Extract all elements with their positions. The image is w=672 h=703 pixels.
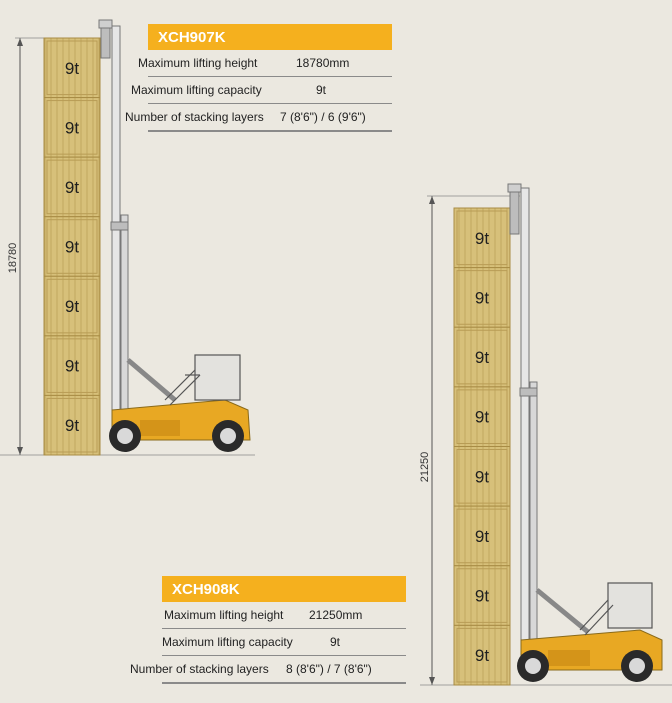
crate-weight-label: 9t (64, 297, 80, 317)
xch907k-crate-stack (44, 38, 100, 455)
xch908k-chassis (517, 583, 662, 682)
row-label: Number of stacking layers (125, 110, 264, 124)
xch907k-crate (44, 98, 100, 158)
crate-weight-label: 9t (474, 348, 490, 368)
xch908k-crate (454, 566, 510, 626)
xch907k-dimension-label: 18780 (7, 242, 19, 274)
xch908k-row-layers (130, 656, 406, 684)
crate-weight-label: 9t (474, 288, 490, 308)
xch907k-crate (44, 395, 100, 455)
xch908k-dimension-label: 21250 (419, 451, 431, 483)
crate-weight-label: 9t (474, 228, 490, 248)
xch907k-crate (44, 157, 100, 217)
crate-weight-label: 9t (474, 407, 490, 427)
row-label: Maximum lifting height (164, 608, 284, 622)
xch907k-crate (44, 38, 100, 98)
xch907k-crate (44, 276, 100, 336)
row-value: 8 (8'6") / 7 (8'6") (286, 662, 372, 676)
xch908k-title: XCH908K (162, 576, 406, 602)
xch908k-crate (454, 387, 510, 447)
crate-weight-label: 9t (64, 356, 80, 376)
crate-weight-label: 9t (474, 586, 490, 606)
crate-weight-label: 9t (64, 177, 80, 197)
xch907k-crate (44, 217, 100, 277)
xch908k-crate (454, 327, 510, 387)
xch908k-crate (454, 208, 510, 268)
crate-weight-label: 9t (474, 467, 490, 487)
xch908k-crate (454, 625, 510, 685)
xch907k-crate (44, 336, 100, 396)
xch908k-crate (454, 506, 510, 566)
xch907k-row-layers (125, 104, 392, 132)
xch908k-drawing (419, 184, 672, 685)
xch907k-spec-table (125, 24, 392, 132)
crate-weight-label: 9t (64, 237, 80, 257)
xch908k-mast (508, 184, 588, 650)
row-label: Maximum lifting height (138, 56, 258, 70)
xch908k-spec-table (130, 576, 406, 684)
xch907k-row-capacity (131, 77, 392, 104)
row-label: Maximum lifting capacity (162, 635, 293, 649)
crate-weight-label: 9t (64, 118, 80, 138)
row-value: 9t (316, 83, 327, 97)
crate-weight-label: 9t (474, 646, 490, 666)
xch908k-crate (454, 447, 510, 507)
xch908k-row-capacity (162, 629, 406, 656)
crate-weight-label: 9t (64, 416, 80, 436)
row-label: Maximum lifting capacity (131, 83, 262, 97)
crate-weight-label: 9t (474, 526, 490, 546)
xch907k-row-height (138, 50, 392, 77)
xch908k-crate-stack (454, 208, 510, 685)
row-value: 9t (330, 635, 341, 649)
row-label: Number of stacking layers (130, 662, 269, 676)
xch908k-crate (454, 268, 510, 328)
row-value: 7 (8'6") / 6 (9'6") (280, 110, 366, 124)
xch908k-row-height (162, 602, 406, 629)
row-value: 18780mm (296, 56, 350, 70)
row-value: 21250mm (309, 608, 363, 622)
xch907k-title: XCH907K (148, 24, 392, 50)
crate-weight-label: 9t (64, 58, 80, 78)
xch907k-chassis (109, 355, 250, 452)
